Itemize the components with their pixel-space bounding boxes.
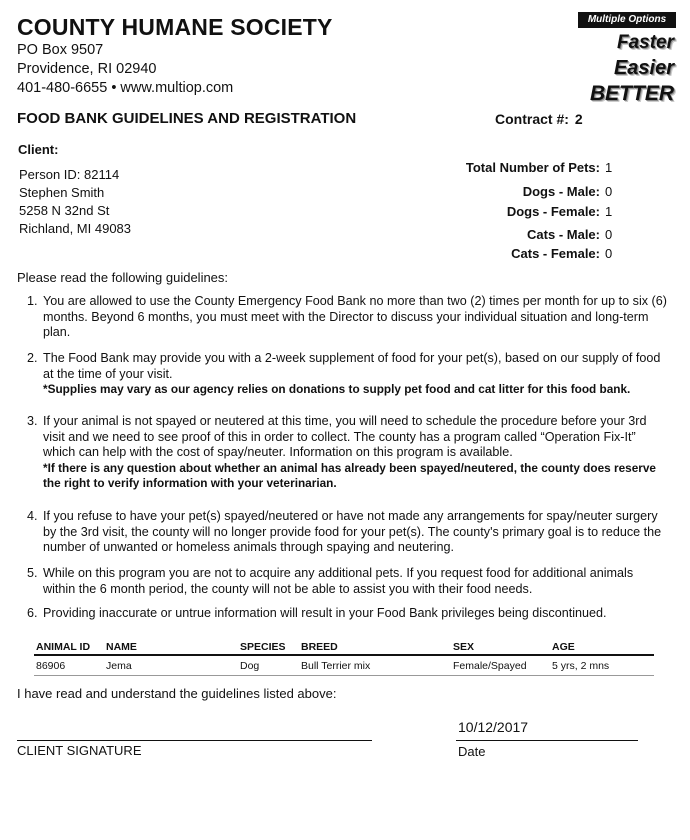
client-signature-line[interactable]	[17, 740, 372, 741]
table-cell-breed: Bull Terrier mix	[301, 660, 371, 672]
guideline-number: 4.	[27, 509, 38, 523]
guideline-note: *Supplies may vary as our agency relies on donations to supply pet food and cat litter for this food bank.	[43, 382, 631, 396]
guideline-number: 5.	[27, 566, 38, 580]
client-city: Richland, MI 49083	[19, 221, 132, 236]
org-address-line-2: Providence, RI 02940	[17, 61, 157, 77]
table-cell-species: Dog	[240, 660, 260, 672]
guideline-note: *If there is any question about whether an animal has already been spayed/neutered, the county does reserve the right to verify information with your veterinarian.	[43, 460, 656, 490]
date-value: 10/12/2017	[458, 719, 529, 735]
guideline-number: 1.	[27, 294, 38, 308]
guideline-number: 6.	[27, 606, 38, 620]
pet-count-value-cats-male: 0	[605, 227, 613, 242]
table-header-sex: SEX	[453, 641, 475, 653]
logo-brand: Multiple Options	[578, 12, 676, 28]
table-header-breed: BREED	[301, 641, 338, 653]
document-title: FOOD BANK GUIDELINES AND REGISTRATION	[17, 110, 357, 127]
pet-count-label-cats-male: Cats - Male:	[527, 227, 600, 242]
pet-count-value-total: 1	[605, 160, 613, 175]
pet-count-label-dogs-male: Dogs - Male:	[522, 184, 600, 199]
acknowledgement-text: I have read and understand the guidelines listed above:	[17, 686, 337, 701]
guideline-text: You are allowed to use the County Emergency Food Bank no more than two (2) times per month for up to six (6) months. Beyond 6 months, you must meet with the Director to discuss your individual situation and long-term plan.	[43, 294, 667, 339]
logo-word-easier: Easier	[613, 57, 674, 79]
logo-word-better: BETTER	[590, 82, 674, 105]
client-signature-label: CLIENT SIGNATURE	[17, 743, 142, 758]
date-label: Date	[458, 744, 486, 759]
brand-logo	[578, 12, 676, 108]
table-cell-name: Jema	[106, 660, 132, 672]
guideline-item	[27, 566, 667, 597]
guideline-number: 3.	[27, 414, 38, 428]
pet-count-label-cats-female: Cats - Female:	[511, 246, 600, 261]
table-header-species: SPECIES	[240, 641, 286, 653]
guideline-text: If you refuse to have your pet(s) spayed/neutered or have not made any arrangements for spay/neuter surgery by the 3rd visit, the county will no longer provide food for your pet(s). The county's primary goal is to reduce the number of unwanted or homeless animals through spaying and neutering.	[43, 509, 662, 554]
org-contact: 401-480-6655 • www.multiop.com	[17, 80, 234, 96]
guideline-item	[27, 351, 667, 398]
guideline-text: The Food Bank may provide you with a 2-week supplement of food for your pet(s), based on our supply of food at the time of your visit.	[43, 351, 661, 381]
pet-count-value-dogs-female: 1	[605, 204, 613, 219]
logo-word-faster: Faster	[616, 32, 674, 53]
guideline-text: Providing inaccurate or untrue information will result in your Food Bank privileges being discontinued.	[43, 606, 607, 620]
organization-name: COUNTY HUMANE SOCIETY	[17, 14, 333, 40]
guidelines-intro: Please read the following guidelines:	[17, 270, 229, 285]
pet-count-value-dogs-male: 0	[605, 184, 613, 199]
pet-count-label-total: Total Number of Pets:	[465, 160, 600, 175]
client-label: Client:	[18, 142, 59, 157]
org-address-line-1: PO Box 9507	[17, 42, 104, 58]
table-header-age: AGE	[552, 641, 575, 653]
client-street: 5258 N 32nd St	[19, 203, 110, 218]
guideline-item	[27, 509, 667, 556]
guideline-text: If your animal is not spayed or neutered at this time, you will need to schedule the procedure before your 3rd visit and we need to see proof of this in order to collect. The county has a program called “Operation Fix-It” which can help with the cost of spay/neuter. Information on this program is available.	[43, 414, 647, 459]
pet-count-label-dogs-female: Dogs - Female:	[506, 204, 600, 219]
client-name: Stephen Smith	[19, 185, 105, 200]
contract-label: Contract #:	[495, 111, 569, 127]
contract-number	[495, 111, 583, 127]
table-header-divider	[34, 654, 654, 656]
guideline-item	[27, 414, 667, 492]
client-person-id: Person ID: 82114	[19, 167, 120, 182]
guideline-item	[27, 294, 667, 341]
guideline-number: 2.	[27, 351, 38, 365]
date-line	[456, 740, 638, 741]
pet-count-value-cats-female: 0	[605, 246, 613, 261]
table-header-animal-id: ANIMAL ID	[36, 641, 91, 653]
table-row-divider	[34, 675, 654, 676]
guideline-text: While on this program you are not to acquire any additional pets. If you request food for additional animals within the 6 month period, the county will not be able to assist you with their food needs.	[43, 566, 634, 596]
table-cell-age: 5 yrs, 2 mns	[552, 660, 610, 672]
guideline-item	[27, 606, 667, 622]
table-cell-animal-id: 86906	[36, 660, 66, 672]
contract-value: 2	[574, 111, 583, 127]
table-header-name: NAME	[106, 641, 137, 653]
table-cell-sex: Female/Spayed	[453, 660, 527, 672]
